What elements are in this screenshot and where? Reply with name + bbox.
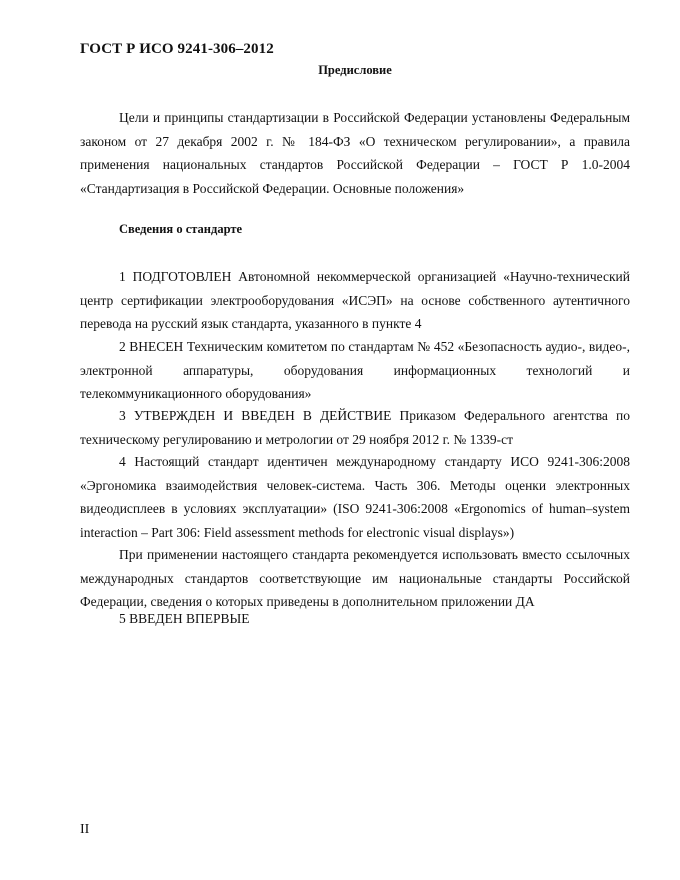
preface-title: Предисловие <box>318 63 392 77</box>
document-code: ГОСТ Р ИСО 9241-306–2012 <box>80 41 274 57</box>
info-item-2: 2 ВНЕСЕН Техническим комитетом по стандартам № 452 «Безопасность аудио-, видео-, электронной аппаратуры, оборудования информационных технологий и телекоммуникационного оборудования» <box>80 339 630 401</box>
info-item-5: 5 ВВЕДЕН ВПЕРВЫЕ <box>119 611 250 626</box>
intro-paragraph: Цели и принципы стандартизации в Российской Федерации установлены Федеральным законом от 27 декабря 2002 г. № 184-ФЗ «О техническом регулировании», а правила применения национальных стандартов Российской Федерации – ГОСТ Р 1.0-2004 «Стандартизация в Российской Федерации. Основные положения» <box>80 110 630 196</box>
info-item-1: 1 ПОДГОТОВЛЕН Автономной некоммерческой организацией «Научно-технический центр сертификации электрооборудования «ИСЭП» на основе собственного аутентичного перевода на русский язык стандарта, указанного в пункте 4 <box>80 269 630 331</box>
info-item-3: 3 УТВЕРЖДЕН И ВВЕДЕН В ДЕЙСТВИЕ Приказом Федерального агентства по техническому регулированию и метрологии от 29 ноября 2012 г. № 1339-ст <box>80 408 630 447</box>
page-number: II <box>80 822 90 837</box>
standard-info-title: Сведения о стандарте <box>119 222 243 236</box>
info-item-4: 4 Настоящий стандарт идентичен международному стандарту ИСО 9241-306:2008 «Эргономика взаимодействия человек-система. Часть 306. Методы оценки электронных видеодисплеев в условиях эксплуатации» (ISO 9241-306:2008 «Ergonomics of human–system interaction – Part 306: Field assessment methods for electronic visual displays») <box>80 454 630 540</box>
info-note: При применении настоящего стандарта рекомендуется использовать вместо ссылочных международных стандартов соответствующие им национальные стандарты Российской Федерации, сведения о которых приведены в дополнительном приложении ДА <box>80 547 630 609</box>
